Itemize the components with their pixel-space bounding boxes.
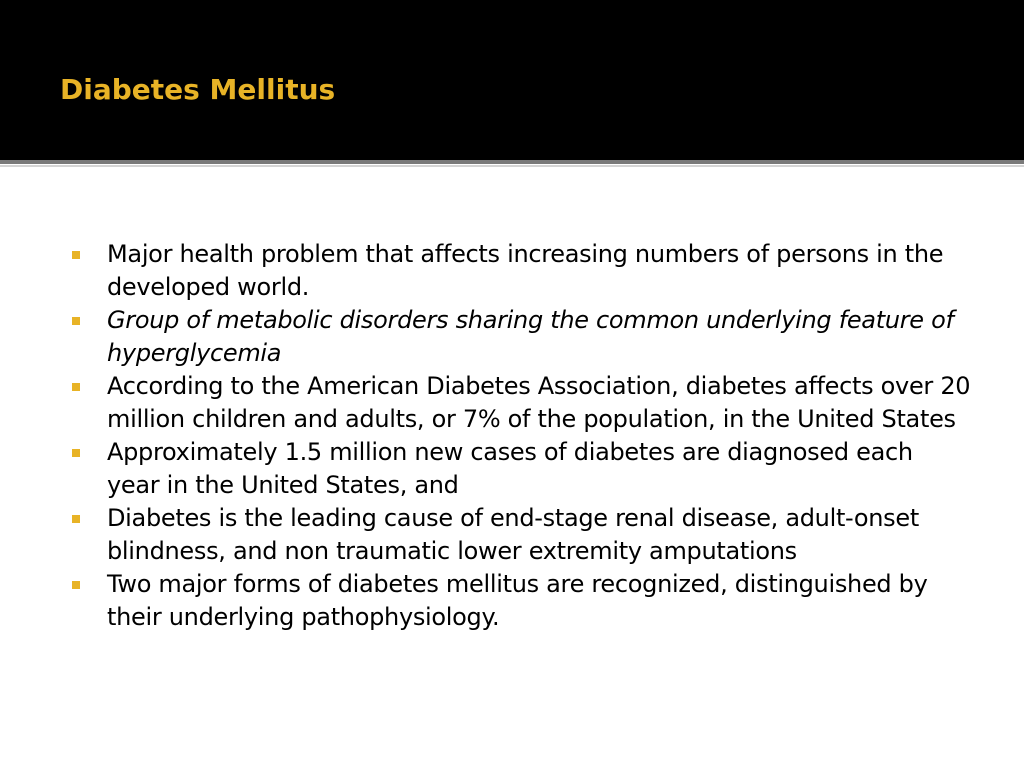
square-bullet-icon [72,383,80,391]
bullet-item [72,304,972,370]
bullet-item [72,238,972,304]
bullet-text: Major health problem that affects increasing numbers of persons in the developed world. [107,240,944,301]
square-bullet-icon [72,449,80,457]
square-bullet-icon [72,581,80,589]
slide-title: Diabetes Mellitus [60,73,336,106]
bullet-list [72,238,972,634]
bullet-text: Two major forms of diabetes mellitus are recognized, distinguished by their underlying pathophysiology. [107,570,928,631]
bullet-item [72,370,972,436]
bullet-text: Group of metabolic disorders sharing the common underlying feature of hyperglycemia [107,306,954,367]
bullet-item [72,436,972,502]
bullet-text: According to the American Diabetes Association, diabetes affects over 20 million children and adults, or 7% of the population, in the United States [107,372,971,433]
title-bar [0,0,1024,160]
bullet-item [72,502,972,568]
bullet-item [72,568,972,634]
title-divider-light [0,165,1024,167]
square-bullet-icon [72,251,80,259]
square-bullet-icon [72,317,80,325]
bullet-text: Approximately 1.5 million new cases of diabetes are diagnosed each year in the United States, and [107,438,913,499]
square-bullet-icon [72,515,80,523]
title-divider [0,160,1024,164]
bullet-text: Diabetes is the leading cause of end-stage renal disease, adult-onset blindness, and non traumatic lower extremity amputations [107,504,919,565]
